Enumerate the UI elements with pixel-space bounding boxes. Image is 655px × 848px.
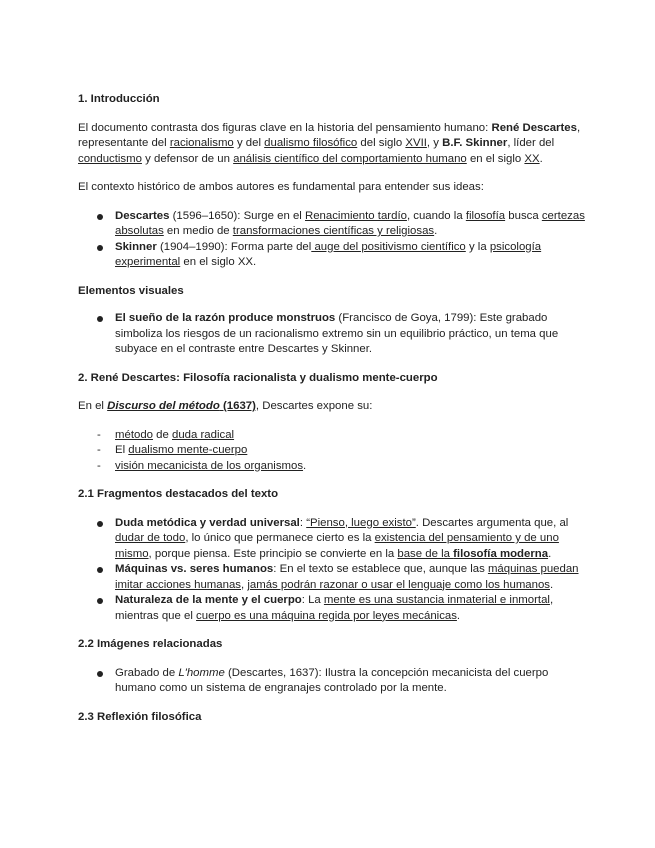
text: . <box>550 578 554 591</box>
text: en el siglo XX. <box>180 256 257 268</box>
underline-text: certezas absolutas <box>115 209 585 237</box>
underline-text: auge del positivismo científico <box>311 240 466 253</box>
text: En el <box>78 400 108 412</box>
list-item <box>78 459 588 475</box>
text: y del <box>233 137 265 149</box>
text: , representante del <box>78 121 581 149</box>
text: (Francisco de Goya, 1799): Este grabado simboliza los riesgos de un racionalismo extremo sin un equilibrio práctico, un tema que subyace en el contraste entre Descartes y Skinner. <box>115 312 559 355</box>
text: (1596–1650): Surge en el <box>169 209 305 222</box>
text: El documento contrasta dos figuras clave en la historia del pensamiento humano: <box>78 121 492 134</box>
bold-underline-text: filosofía moderna <box>453 547 549 560</box>
list-item <box>78 516 588 563</box>
text: , <box>241 578 248 591</box>
list-item <box>78 428 588 444</box>
list-item <box>78 443 588 459</box>
text: en el siglo <box>466 152 525 165</box>
book-title-text: Discurso del método <box>107 400 220 412</box>
underline-text: filosofía <box>465 209 506 222</box>
underline-text: Renacimiento tardío <box>305 209 407 222</box>
text: , líder del <box>507 137 555 149</box>
text: , cuando la <box>406 209 466 222</box>
list-item <box>78 593 588 624</box>
underline-text: base de la <box>397 547 454 560</box>
bold-skinner: B.F. Skinner <box>442 137 508 149</box>
underline-text: dualismo mente-cuerpo <box>128 444 248 456</box>
text: y defensor de un <box>141 152 234 165</box>
text: : <box>299 516 307 529</box>
text: en medio de <box>163 225 233 237</box>
underline-quote: “Pienso, luego existo” <box>306 516 416 529</box>
images-list <box>78 666 588 697</box>
bold-descartes: Descartes <box>115 209 170 222</box>
underline-text: visión mecanicista de los organismos <box>115 459 304 472</box>
text: , Descartes expone su: <box>255 400 373 412</box>
text: de <box>153 428 172 441</box>
text: : La <box>301 594 324 606</box>
text: : En el texto se establece que, aunque las <box>273 563 488 575</box>
descartes-list <box>78 428 588 475</box>
text: , lo único que permanece cierto es la <box>185 532 375 544</box>
bold-title: Naturaleza de la mente y el cuerpo <box>115 594 302 606</box>
section2-intro <box>78 399 588 415</box>
text: del siglo <box>357 137 406 149</box>
underline-text: dudar de todo <box>115 532 186 544</box>
list-item <box>78 209 588 240</box>
text: , mientras que el <box>115 594 554 622</box>
underline-xx: XX <box>524 152 540 165</box>
text: , porque piensa. Este principio se convierte en la <box>148 547 398 560</box>
visual-list <box>78 311 588 358</box>
book-year: (1637) <box>219 400 256 412</box>
bold-title: Máquinas vs. seres humanos <box>115 563 274 575</box>
list-item <box>78 666 588 697</box>
images-heading: 2.2 Imágenes relacionadas <box>78 638 223 650</box>
underline-text: jamás podrán razonar o usar el lenguaje como los humanos <box>247 578 551 591</box>
reflection-heading: 2.3 Reflexión filosófica <box>78 710 202 723</box>
context-list <box>78 209 588 271</box>
list-item <box>78 240 588 271</box>
text: (1904–1990): Forma parte del <box>156 240 312 253</box>
text: El <box>115 444 129 456</box>
intro-paragraph <box>78 121 588 168</box>
intro-heading: 1. Introducción <box>78 93 160 105</box>
text: . <box>539 152 543 165</box>
underline-text: mente es una sustancia inmaterial e inmortal <box>323 594 550 606</box>
underline-text: cuerpo es una máquina regida por leyes mecánicas <box>196 609 457 622</box>
text: busca <box>505 209 542 222</box>
underline-analisis: análisis científico del comportamiento humano <box>233 152 467 165</box>
underline-text: método <box>115 428 153 441</box>
underline-text: máquinas puedan imitar acciones humanas <box>115 563 579 591</box>
text: (Descartes, 1637): Ilustra la concepción mecanicista del cuerpo humano como un sistema de engranajes controlado por la mente. <box>115 666 549 694</box>
text: . <box>548 547 552 560</box>
italic-artwork-title: L'homme <box>178 666 225 679</box>
bold-descartes: René Descartes <box>491 121 577 134</box>
text: . <box>303 459 307 472</box>
list-item <box>78 562 588 593</box>
underline-text: transformaciones científicas y religiosas <box>232 225 435 237</box>
text: y la <box>465 240 490 253</box>
context-paragraph: El contexto histórico de ambos autores es fundamental para entender sus ideas: <box>78 181 484 193</box>
list-item <box>78 311 588 358</box>
text: . Descartes argumenta que, al <box>415 516 569 529</box>
underline-racionalismo: racionalismo <box>169 137 234 149</box>
underline-conductismo: conductismo <box>78 152 142 165</box>
underline-text: psicología experimental <box>115 240 542 268</box>
text: . <box>434 225 438 237</box>
text: . <box>456 609 461 622</box>
underline-text: duda radical <box>172 428 235 441</box>
underline-xvii: XVII <box>405 137 427 149</box>
section2-heading: 2. René Descartes: Filosofía racionalista y dualismo mente-cuerpo <box>78 371 438 384</box>
bold-title: Duda metódica y verdad universal <box>115 516 300 529</box>
underline-dualismo: dualismo filosófico <box>264 137 358 149</box>
text: Grabado de <box>115 666 179 679</box>
visual-heading: Elementos visuales <box>78 284 184 297</box>
fragments-heading: 2.1 Fragmentos destacados del texto <box>78 488 279 500</box>
text: , y <box>426 137 443 149</box>
bold-artwork-title: El sueño de la razón produce monstruos <box>115 312 336 324</box>
book-title <box>107 400 256 412</box>
document-body <box>78 92 588 725</box>
underline-group <box>397 548 548 560</box>
fragments-list <box>78 516 588 625</box>
bold-skinner: Skinner <box>115 240 157 253</box>
underline-text: existencia del pensamiento y de uno mismo <box>115 532 559 560</box>
